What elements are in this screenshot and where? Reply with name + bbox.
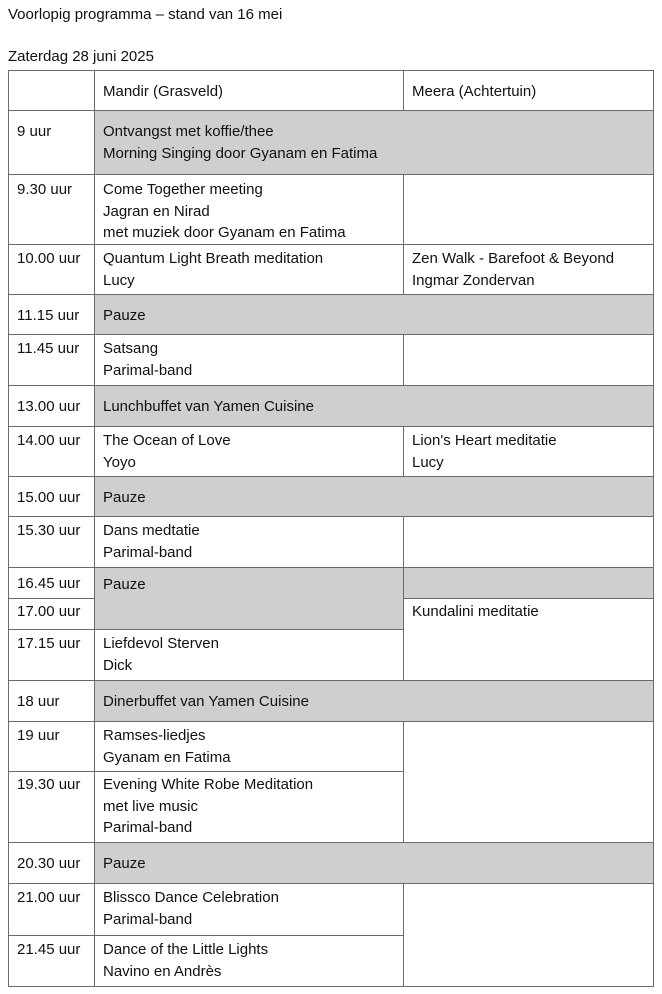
event-date: Zaterdag 28 juni 2025	[8, 48, 154, 65]
time-cell: 9 uur	[9, 111, 95, 175]
table-row	[9, 884, 654, 936]
time-cell: 21.00 uur	[9, 884, 95, 936]
header-mandir: Mandir (Grasveld)	[95, 71, 404, 111]
table-row	[9, 245, 654, 295]
program-cell: Blissco Dance Celebration Parimal-band	[95, 884, 404, 936]
meera-cell	[404, 568, 654, 599]
meera-cell	[404, 175, 654, 245]
time-cell: 15.00 uur	[9, 477, 95, 517]
program-cell: Ontvangst met koffie/thee Morning Singing door Gyanam en Fatima	[95, 111, 654, 175]
program-cell: Evening White Robe Meditation met live music Parimal-band	[95, 772, 404, 843]
program-cell: Pauze	[95, 477, 654, 517]
program-cell: Liefdevol Sterven Dick	[95, 630, 404, 681]
time-cell: 9.30 uur	[9, 175, 95, 245]
meera-cell	[404, 335, 654, 386]
time-cell: 21.45 uur	[9, 936, 95, 987]
time-cell: 19 uur	[9, 722, 95, 772]
table-header-row	[9, 71, 654, 111]
time-cell: 19.30 uur	[9, 772, 95, 843]
schedule-table	[8, 70, 654, 987]
table-row	[9, 517, 654, 568]
meera-cell: Lion's Heart meditatie Lucy	[404, 427, 654, 477]
program-cell: Ramses-liedjes Gyanam en Fatima	[95, 722, 404, 772]
program-cell: Pauze	[95, 843, 654, 884]
time-cell: 17.15 uur	[9, 630, 95, 681]
program-cell: Come Together meeting Jagran en Nirad met muziek door Gyanam en Fatima	[95, 175, 404, 245]
meera-cell: Kundalini meditatie	[404, 599, 654, 681]
program-cell: Pauze	[95, 568, 404, 630]
time-cell: 14.00 uur	[9, 427, 95, 477]
header-time-cell	[9, 71, 95, 111]
table-row	[9, 477, 654, 517]
time-cell: 20.30 uur	[9, 843, 95, 884]
program-cell: Dans medtatie Parimal-band	[95, 517, 404, 568]
program-cell: Dance of the Little Lights Navino en Andrès	[95, 936, 404, 987]
table-row	[9, 175, 654, 245]
time-cell: 15.30 uur	[9, 517, 95, 568]
time-cell: 17.00 uur	[9, 599, 95, 630]
time-cell: 16.45 uur	[9, 568, 95, 599]
meera-cell	[404, 884, 654, 987]
time-cell: 11.45 uur	[9, 335, 95, 386]
time-cell: 18 uur	[9, 681, 95, 722]
table-row	[9, 681, 654, 722]
program-cell: Pauze	[95, 295, 654, 335]
time-cell: 11.15 uur	[9, 295, 95, 335]
program-cell: Dinerbuffet van Yamen Cuisine	[95, 681, 654, 722]
table-row	[9, 427, 654, 477]
header-meera: Meera (Achtertuin)	[404, 71, 654, 111]
meera-cell	[404, 517, 654, 568]
meera-cell	[404, 722, 654, 843]
program-cell: Lunchbuffet van Yamen Cuisine	[95, 386, 654, 427]
table-row	[9, 843, 654, 884]
document-title: Voorlopig programma – stand van 16 mei	[8, 6, 283, 23]
program-cell: The Ocean of Love Yoyo	[95, 427, 404, 477]
table-row	[9, 295, 654, 335]
time-cell: 10.00 uur	[9, 245, 95, 295]
time-cell: 13.00 uur	[9, 386, 95, 427]
meera-cell: Zen Walk - Barefoot & Beyond Ingmar Zondervan	[404, 245, 654, 295]
table-row	[9, 568, 654, 599]
table-row	[9, 722, 654, 772]
table-row	[9, 335, 654, 386]
program-cell: Satsang Parimal-band	[95, 335, 404, 386]
table-row	[9, 111, 654, 175]
program-cell: Quantum Light Breath meditation Lucy	[95, 245, 404, 295]
table-row	[9, 386, 654, 427]
